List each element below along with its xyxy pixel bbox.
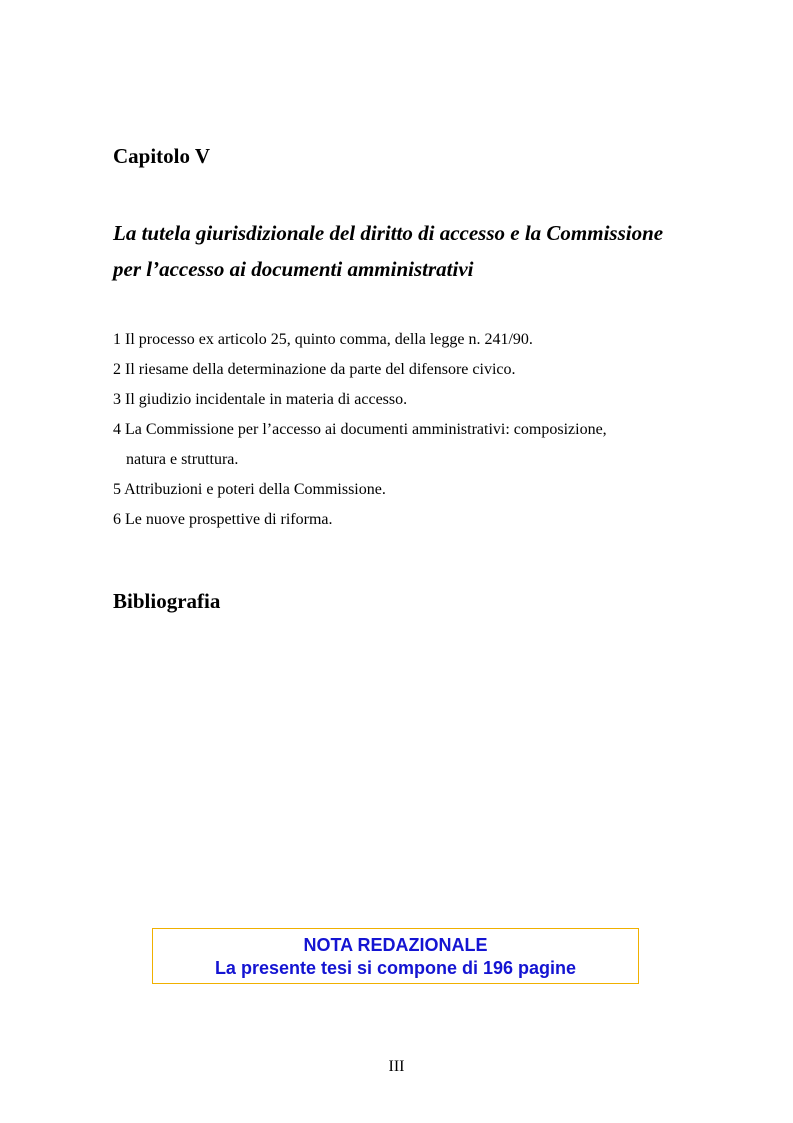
table-of-contents bbox=[113, 325, 607, 535]
editorial-note-heading: NOTA REDAZIONALE bbox=[303, 935, 488, 955]
bibliography-heading: Bibliografia bbox=[113, 589, 221, 613]
chapter-subtitle bbox=[113, 215, 663, 287]
toc-item: 6 Le nuove prospettive di riforma. bbox=[113, 511, 333, 528]
editorial-note-text: La presente tesi si compone di 196 pagine bbox=[214, 958, 577, 978]
toc-item: 2 Il riesame della determinazione da parte del difensore civico. bbox=[113, 361, 516, 378]
toc-item: 3 Il giudizio incidentale in materia di accesso. bbox=[113, 391, 408, 408]
toc-item: 1 Il processo ex articolo 25, quinto comma, della legge n. 241/90. bbox=[113, 331, 533, 348]
toc-item: 4 La Commissione per l’accesso ai documenti amministrativi: composizione, bbox=[113, 421, 607, 438]
toc-item: 5 Attribuzioni e poteri della Commissione. bbox=[113, 481, 386, 498]
editorial-note-box bbox=[152, 928, 639, 984]
toc-item-continuation: natura e struttura. bbox=[126, 451, 239, 468]
page-number: III bbox=[388, 1058, 405, 1075]
chapter-subtitle-line: La tutela giurisdizionale del diritto di accesso e la Commissione bbox=[113, 221, 664, 245]
chapter-subtitle-line: per l’accesso ai documenti amministrativi bbox=[113, 257, 474, 281]
chapter-title: Capitolo V bbox=[113, 144, 211, 168]
